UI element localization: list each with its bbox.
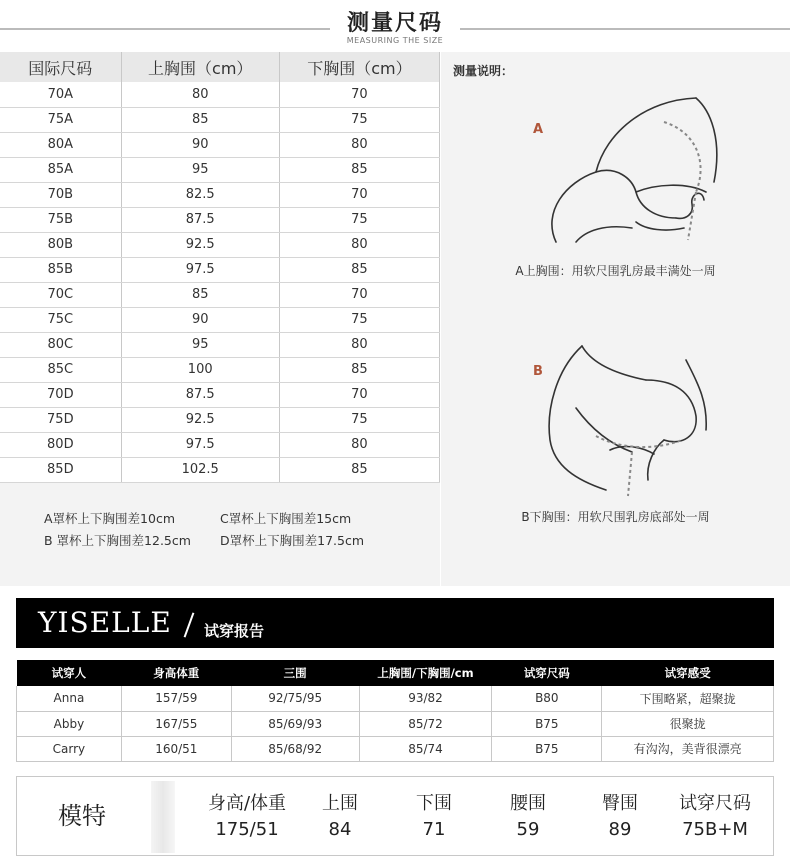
brand-logo: YISELLE [38, 606, 172, 639]
guide-caption-a: A上胸围：用软尺围乳房最丰满处一周 [515, 264, 716, 278]
measurements: 85/69/93 [231, 711, 359, 736]
table-row [0, 332, 440, 357]
model-stat [667, 789, 763, 840]
model-stat [307, 789, 373, 840]
under-bust-illustration [536, 340, 736, 500]
banner-slash [184, 612, 195, 637]
upper-bust-cell: 97.5 [121, 257, 279, 282]
trial-col-header: 上胸围/下胸围/cm [359, 660, 492, 686]
model-stat-label: 臀围 [602, 793, 638, 814]
cup-note-b: B 罩杯上下胸围差12.5cm [44, 533, 191, 548]
table-row [0, 132, 440, 157]
upper-bust-cell: 92.5 [121, 232, 279, 257]
size-cell: 85A [0, 157, 121, 182]
model-divider [151, 781, 175, 853]
model-stat [587, 789, 653, 840]
model-stat-value: 89 [608, 819, 632, 840]
model-stat-value: 59 [516, 819, 540, 840]
trial-col-header: 试穿人 [17, 660, 122, 686]
size-cell: 70A [0, 82, 121, 107]
guide-title: 测量说明： [453, 64, 514, 78]
trial-header-row [17, 660, 774, 686]
upper-bust-cell: 95 [121, 332, 279, 357]
size-table [0, 52, 440, 483]
upper-bust-cell: 90 [121, 132, 279, 157]
size-cell: 80A [0, 132, 121, 157]
guide-letter-b: B [533, 364, 543, 379]
upper-bust-cell: 85 [121, 282, 279, 307]
table-row [0, 157, 440, 182]
model-stat-label: 上围 [322, 793, 358, 814]
size-cell: 80B [0, 232, 121, 257]
size-cell: 75B [0, 207, 121, 232]
section-subtitle: MEASURING THE SIZE [346, 36, 444, 45]
table-row [17, 686, 774, 711]
size-cell: 85B [0, 257, 121, 282]
under-bust-cell: 75 [279, 107, 439, 132]
model-stat [401, 789, 467, 840]
trial-feedback: 很聚拢 [602, 711, 774, 736]
upper-bust-cell: 92.5 [121, 407, 279, 432]
size-col-header: 上胸围（cm） [121, 52, 279, 82]
model-stat-value: 84 [328, 819, 352, 840]
trial-size: B75 [492, 711, 602, 736]
under-bust-cell: 70 [279, 382, 439, 407]
tester-name: Abby [17, 711, 122, 736]
measurements: 85/68/92 [231, 736, 359, 761]
table-row [0, 457, 440, 482]
trial-col-header: 身高体重 [121, 660, 231, 686]
guide-caption-b: B下胸围：用软尺围乳房底部处一周 [521, 510, 710, 524]
trial-col-header: 试穿尺码 [492, 660, 602, 686]
size-cell: 70C [0, 282, 121, 307]
section-title: 测量尺码 [346, 11, 443, 36]
table-row [0, 407, 440, 432]
cup-notes [44, 508, 392, 552]
bust-values: 93/82 [359, 686, 492, 711]
model-stats-box [16, 776, 774, 856]
under-bust-cell: 85 [279, 457, 439, 482]
size-col-header: 国际尺码 [0, 52, 121, 82]
section-header [0, 0, 790, 52]
table-row [0, 232, 440, 257]
header-rule-right [460, 28, 790, 30]
trial-size: B75 [492, 736, 602, 761]
cup-note-a: A罩杯上下胸围差10cm [44, 511, 176, 526]
size-cell: 80D [0, 432, 121, 457]
table-row [0, 432, 440, 457]
model-stat-label: 腰围 [510, 793, 546, 814]
upper-bust-cell: 102.5 [121, 457, 279, 482]
upper-bust-cell: 87.5 [121, 382, 279, 407]
model-stat-value: 71 [422, 819, 446, 840]
under-bust-cell: 75 [279, 307, 439, 332]
upper-bust-illustration [536, 92, 736, 252]
upper-bust-cell: 82.5 [121, 182, 279, 207]
under-bust-cell: 85 [279, 357, 439, 382]
under-bust-cell: 75 [279, 207, 439, 232]
trial-table [16, 660, 774, 762]
bust-values: 85/74 [359, 736, 492, 761]
upper-bust-cell: 80 [121, 82, 279, 107]
size-cell: 75C [0, 307, 121, 332]
trial-col-header: 试穿感受 [602, 660, 774, 686]
model-stat-label: 下围 [416, 793, 452, 814]
header-rule-left [0, 28, 330, 30]
height-weight: 157/59 [121, 686, 231, 711]
table-row [17, 711, 774, 736]
size-col-header: 下胸围（cm） [279, 52, 439, 82]
bust-values: 85/72 [359, 711, 492, 736]
table-row [0, 282, 440, 307]
trial-feedback: 下围略紧，超聚拢 [602, 686, 774, 711]
size-cell: 70D [0, 382, 121, 407]
size-chart-panel [0, 52, 440, 586]
table-row [0, 257, 440, 282]
measurement-guide-panel [441, 52, 790, 586]
table-row [0, 307, 440, 332]
table-row [0, 207, 440, 232]
trial-col-header: 三围 [231, 660, 359, 686]
table-row [0, 357, 440, 382]
under-bust-cell: 80 [279, 232, 439, 257]
upper-bust-cell: 90 [121, 307, 279, 332]
model-stat [195, 789, 299, 840]
size-table-header-row [0, 52, 440, 82]
under-bust-cell: 70 [279, 282, 439, 307]
model-stat [495, 789, 561, 840]
size-cell: 75A [0, 107, 121, 132]
model-stat-label: 试穿尺码 [679, 793, 751, 814]
upper-bust-cell: 97.5 [121, 432, 279, 457]
under-bust-cell: 85 [279, 257, 439, 282]
under-bust-cell: 70 [279, 82, 439, 107]
size-cell: 85C [0, 357, 121, 382]
under-bust-cell: 80 [279, 332, 439, 357]
size-cell: 75D [0, 407, 121, 432]
height-weight: 160/51 [121, 736, 231, 761]
report-title: 试穿报告 [204, 622, 265, 640]
under-bust-cell: 85 [279, 157, 439, 182]
upper-bust-cell: 85 [121, 107, 279, 132]
measurements: 92/75/95 [231, 686, 359, 711]
guide-letter-a: A [533, 122, 544, 137]
size-cell: 85D [0, 457, 121, 482]
table-row [0, 182, 440, 207]
trial-size: B80 [492, 686, 602, 711]
upper-bust-cell: 87.5 [121, 207, 279, 232]
brand-banner [16, 598, 774, 648]
model-stat-value: 75B+M [682, 819, 748, 840]
size-cell: 80C [0, 332, 121, 357]
model-stat-label: 身高/体重 [207, 793, 287, 814]
under-bust-cell: 80 [279, 432, 439, 457]
table-row [0, 82, 440, 107]
under-bust-cell: 70 [279, 182, 439, 207]
under-bust-cell: 80 [279, 132, 439, 157]
height-weight: 167/55 [121, 711, 231, 736]
upper-bust-cell: 95 [121, 157, 279, 182]
cup-note-c: C罩杯上下胸围差15cm [219, 511, 352, 526]
table-row [0, 382, 440, 407]
tester-name: Carry [17, 736, 122, 761]
upper-bust-cell: 100 [121, 357, 279, 382]
table-row [17, 736, 774, 761]
cup-note-d: D罩杯上下胸围差17.5cm [219, 533, 364, 548]
tester-name: Anna [17, 686, 122, 711]
under-bust-cell: 75 [279, 407, 439, 432]
trial-feedback: 有沟沟，美背很漂亮 [602, 736, 774, 761]
size-cell: 70B [0, 182, 121, 207]
model-label: 模特 [58, 802, 106, 830]
model-stat-value: 175/51 [215, 819, 279, 840]
table-row [0, 107, 440, 132]
